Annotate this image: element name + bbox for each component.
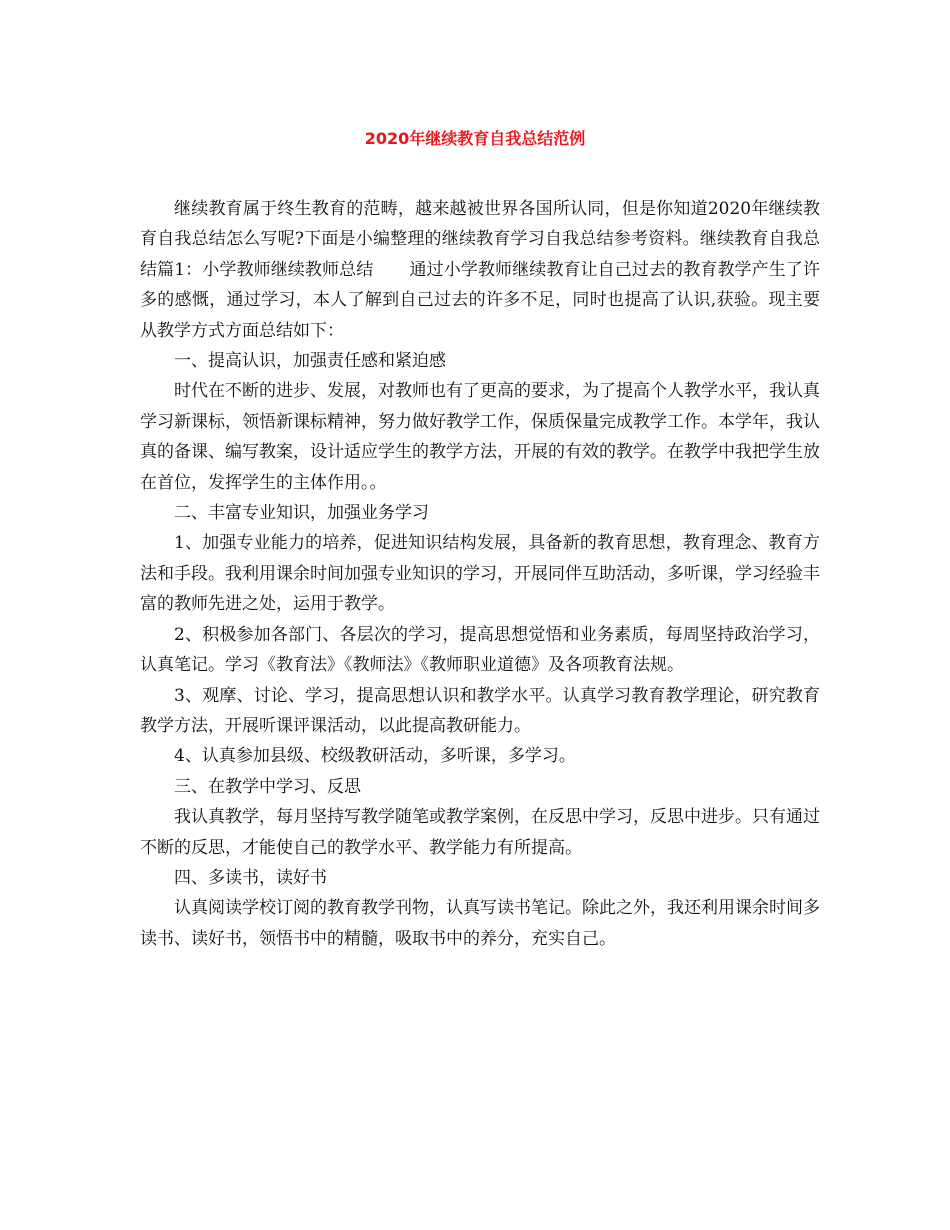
section2-item2: 2、积极参加各部门、各层次的学习，提高思想觉悟和业务素质，每周坚持政治学习，认真笔记。学习《教育法》《教师法》《教师职业道德》及各项教育法规。 <box>140 624 820 676</box>
section2-item1: 1、加强专业能力的培养，促进知识结构发展，具备新的教育思想，教育理念、教育方法和手段。我利用课余时间加强专业知识的学习，开展同伴互助活动，多听课，学习经验丰富的教师先进之处，运用于教学。 <box>140 533 820 615</box>
piece1-heading-label: 继续教育自我总结篇1：小学教师继续教师总结 <box>140 229 820 280</box>
section3-body: 我认真教学，每月坚持写教学随笔或教学案例，在反思中学习，反思中进步。只有通过不断的反思，才能使自己的教学水平、教学能力有所提高。 <box>140 807 820 858</box>
section2-item4: 4、认真参加县级、校级教研活动，多听课，多学习。 <box>174 746 576 767</box>
document-title: 2020年继续教育自我总结范例 <box>364 129 586 148</box>
section3-heading: 三、在教学中学习、反思 <box>174 776 361 797</box>
paragraph-intro-text: 继续教育属于终生教育的范畴，越来越被世界各国所认同，但是你知道2020年继续教育自我总结怎么写呢?下面是小编整理的继续教育学习自我总结参考资料。 <box>140 199 820 250</box>
section4-body: 认真阅读学校订阅的教育教学刊物，认真写读书笔记。除此之外，我还利用课余时间多读书、读好书，领悟书中的精髓，吸取书中的养分，充实自己。 <box>140 898 820 949</box>
section2-heading: 二、丰富专业知识，加强业务学习 <box>174 503 429 524</box>
section1-body: 时代在不断的进步、发展，对教师也有了更高的要求，为了提高个人教学水平，我认真学习新课标，领悟新课标精神，努力做好教学工作，保质保量完成教学工作。本学年，我认真的备课、编写教案，设计适应学生的教学方法，开展的有效的教学。在教学中我把学生放在首位，发挥学生的主体作用。。 <box>140 381 820 493</box>
piece1-heading-text: 通过小学教师继续教育让自己过去的教育教学产生了许多的感慨，通过学习，本人了解到自己过去的许多不足，同时也提高了认识,获验。现主要从教学方式方面总结如下： <box>140 259 820 341</box>
section2-item3: 3、观摩、讨论、学习，提高思想认识和教学水平。认真学习教育教学理论，研究教育教学方法，开展听课评课活动，以此提高教研能力。 <box>140 685 820 736</box>
document-body <box>140 194 820 954</box>
section1-heading: 一、提高认识，加强责任感和紧迫感 <box>174 351 446 372</box>
section4-heading: 四、多读书，读好书 <box>174 867 327 888</box>
paragraph-intro <box>140 194 820 346</box>
